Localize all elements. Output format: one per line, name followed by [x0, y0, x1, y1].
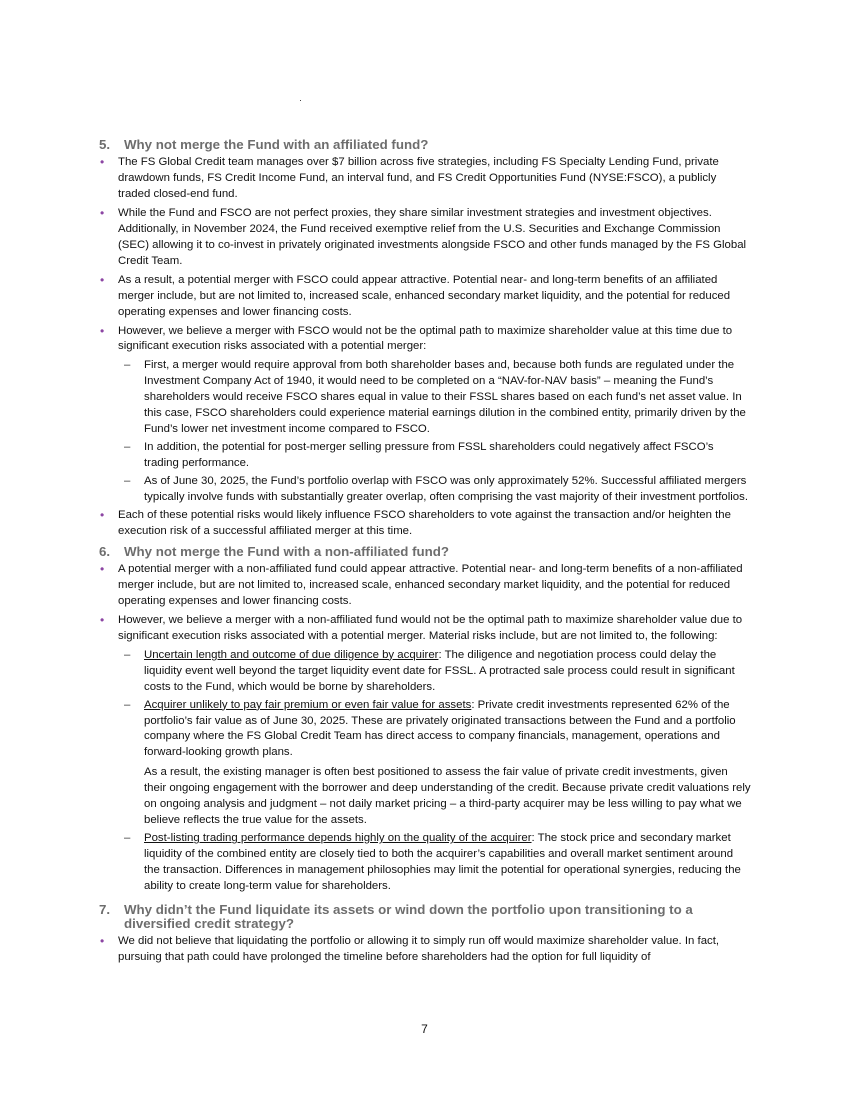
sub-bullet-continuation: As a result, the existing manager is often best positioned to assess the fair value of private credit investments, given their ongoing engagement with the borrower and deep understanding of the credit. Because private credit valuations rely on ongoing analysis and judgment – not daily market pricing – a third-party acquirer may be less willing to pay what we believe reflects the true value for the assets. [144, 766, 751, 827]
sub-bullet-item: – Acquirer unlikely to pay fair premium or even fair value for assets: Private credit investments represented 62% of the portfolio’s fair value as of June 30, 2025. These are privately originated transactions between the Fund and a portfolio company where the FS Global Credit Team has direct access to company financials, management, operations and forward-looking growth plans. [124, 698, 736, 759]
bullet-item: • While the Fund and FSCO are not perfect proxies, they share similar investment strategies and investment objectives. Additionally, in November 2024, the Fund received exemptive relief from the U.S. Securities and Exchange Commission (SEC) allowing it to co-invest in privately originated investments alongside FSCO and other funds managed by the FS Global Credit Team. [100, 205, 747, 267]
faq-section-5 [99, 138, 751, 540]
risk-label: Post-listing trading performance depends highly on the quality of the acquirer [144, 832, 532, 845]
bullet-item: • As a result, a potential merger with FSCO could appear attractive. Potential near- and long-term benefits of an affiliated merger include, but are not limited to, increased scale, enhanced secondary market liquidity, and the potential for reduced operating expenses and lower financing costs. [100, 272, 731, 318]
bullet-icon: • [100, 508, 105, 523]
sub-bullet-item: – As of June 30, 2025, the Fund’s portfolio overlap with FSCO was only approximately 52%. Successful affiliated mergers typically involve funds with substantially greater overlap, often comprising the vast majority of their investment portfolios. [124, 475, 748, 504]
section-number: 5. [99, 137, 111, 152]
bullet-item: • A potential merger with a non-affiliated fund could appear attractive. Potential near- and long-term benefits of a non-affiliated merger include, but are not limited to, increased scale, enhanced secondary market liquidity, and the potential for reduced operating expenses and lower financing costs. [100, 561, 743, 607]
bullet-icon: • [100, 272, 105, 287]
faq-content [99, 138, 751, 971]
dash-icon: – [124, 648, 131, 661]
bullet-item: • We did not believe that liquidating the portfolio or allowing it to simply run off would maximize shareholder value. In fact, pursuing that path could have prolonged the timeline before shareholders had the option for full liquidity of [100, 933, 720, 963]
sub-bullet-item: – Post-listing trading performance depends highly on the quality of the acquirer: The stock price and secondary market liquidity of the combined entity are closely tied to both the acquirer’s capabilities and overall market sentiment around the transaction. Differences in management philosophies may limit the potential for operational synergies, reducing the ability to create long-term value for shareholders. [124, 832, 741, 893]
bullet-icon: • [100, 561, 105, 576]
risk-label: Uncertain length and outcome of due diligence by acquirer [144, 648, 439, 661]
page-number: 7 [421, 1022, 428, 1036]
dash-icon: – [124, 359, 131, 372]
bullet-item: • Each of these potential risks would likely influence FSCO shareholders to vote against the transaction and/or heighten the execution risk of a successful affiliated merger at this time. [100, 508, 731, 537]
bullet-item: • However, we believe a merger with FSCO would not be the optimal path to maximize shareholder value at this time due to significant execution risks associated with a potential merger: [100, 323, 733, 353]
faq-section-6 [99, 545, 751, 895]
dash-icon: – [124, 832, 131, 845]
faq-section-7 [99, 903, 751, 966]
section-heading [99, 138, 751, 152]
dash-icon: – [124, 698, 131, 711]
section-title: Why didn’t the Fund liquidate its assets or wind down the portfolio upon transitioning to a diversified credit strategy? [124, 901, 693, 931]
dash-icon: – [124, 441, 131, 454]
bullet-icon: • [100, 323, 105, 338]
bullet-icon: • [100, 612, 105, 627]
bullet-icon: • [100, 205, 105, 220]
section-heading [99, 903, 751, 931]
stray-mark [300, 100, 301, 101]
section-heading [99, 545, 751, 559]
section-number: 7. [99, 901, 111, 917]
sub-bullet-item: – First, a merger would require approval from both shareholder bases and, because both funds are regulated under the Investment Company Act of 1940, it would need to be completed on a “NAV-for-NAV basis” – meaning the Fund’s shareholders would receive FSCO shares equal in value to their FSSL shares based on each fund’s net asset value. In this case, FSCO shareholders could experience material earnings dilution in the combined entity, primarily driven by the Fund’s lower net investment income compared to FSCO. [124, 359, 746, 436]
sub-bullet-item: – Uncertain length and outcome of due diligence by acquirer: The diligence and negotiation process could delay the liquidity event well beyond the target liquidity event date for FSSL. A protracted sale process could result in significant costs to the Fund, which would be borne by shareholders. [124, 648, 735, 693]
bullet-item: • The FS Global Credit team manages over $7 billion across five strategies, including FS Specialty Lending Fund, private drawdown funds, FS Credit Income Fund, an interval fund, and FS Credit Opportunities Fund (NYSE:FSCO), a publicly traded closed-end fund. [100, 155, 719, 200]
dash-icon: – [124, 475, 131, 488]
sub-bullet-item: – In addition, the potential for post-merger selling pressure from FSSL shareholders could negatively affect FSCO’s trading performance. [124, 441, 714, 470]
bullet-icon: • [100, 155, 105, 169]
bullet-icon: • [100, 933, 105, 948]
risk-label: Acquirer unlikely to pay fair premium or even fair value for assets [144, 698, 472, 711]
section-number: 6. [99, 543, 111, 559]
section-title: Why not merge the Fund with an affiliated fund? [124, 137, 429, 152]
bullet-item: • However, we believe a merger with a non-affiliated fund would not be the optimal path to maximize shareholder value due to significant execution risks associated with a potential merger. Material risks include, but are not limited to, the following: [100, 612, 743, 642]
section-title: Why not merge the Fund with a non-affiliated fund? [124, 543, 450, 559]
